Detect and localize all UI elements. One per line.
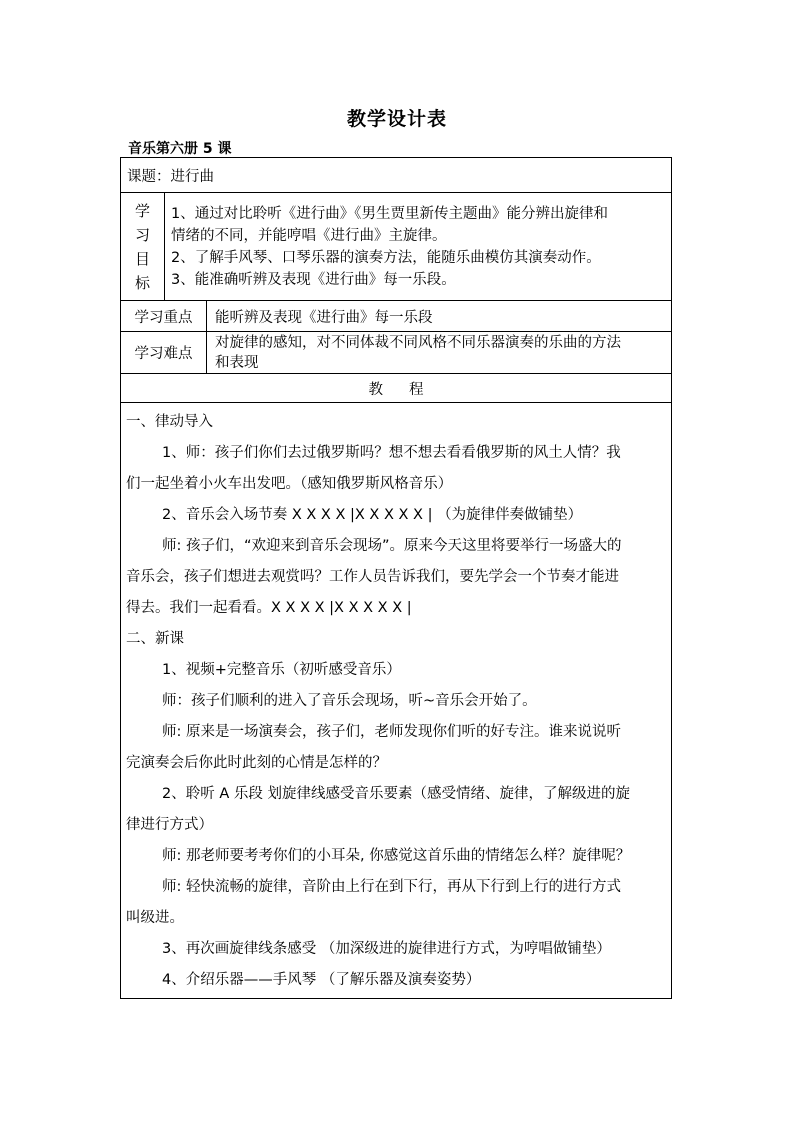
process-line: 一、律动导入 (126, 414, 213, 430)
goal-line: 1、通过对比聆听《进行曲》《男生贾里新传主题曲》能分辨出旋律和 (171, 205, 608, 222)
process-line: 师：孩子们顺利的进入了音乐会现场，听~音乐会开始了。 (162, 693, 537, 709)
process-line: 1、师：孩子们你们去过俄罗斯吗？想不想去看看俄罗斯的风土人情？我 (162, 445, 621, 461)
goal-line: 2、了解手风琴、口琴乐器的演奏方法，能随乐曲模仿其演奏动作。 (171, 249, 601, 266)
process-line: 2、聆听 A 乐段 划旋律线感受音乐要素（感受情绪、旋律，了解级进的旋 (162, 786, 630, 802)
process-line: 得去。我们一起看看。X X X X |X X X X X | (126, 600, 412, 616)
difficulty-line: 和表现 (215, 354, 259, 371)
process-line: 1、视频+完整音乐（初听感受音乐） (162, 662, 401, 678)
difficulty-line: 对旋律的感知，对不同体裁不同风格不同乐器演奏的乐曲的方法 (215, 334, 621, 351)
key-point-label-cell (121, 301, 207, 332)
lesson-topic: 课题：进行曲 (127, 168, 214, 185)
goals-content-cell (165, 193, 672, 301)
process-line: 完演奏会后你此时此刻的心情是怎样的？ (126, 755, 387, 771)
document-title: 教学设计表 (346, 108, 447, 130)
key-point-cell (207, 301, 672, 332)
process-line: 师: 原来是一场演奏会，孩子们，老师发现你们听的好专注。谁来说说听 (162, 724, 621, 740)
process-header-char: 程 (409, 381, 424, 398)
process-line: 二、新课 (126, 631, 184, 647)
key-point-text: 能听辨及表现《进行曲》每一乐段 (215, 309, 433, 326)
goal-line: 3、能准确听辨及表现《进行曲》每一乐段。 (171, 271, 456, 288)
process-body-cell (121, 403, 672, 999)
process-header-char: 教 (368, 381, 383, 398)
goal-line: 情绪的不同，并能哼唱《进行曲》主旋律。 (171, 227, 447, 244)
process-line: 叫级进。 (126, 910, 184, 926)
lesson-topic-cell (121, 158, 672, 193)
key-point-label: 学习重点 (134, 309, 193, 326)
lesson-plan-table (120, 157, 672, 999)
difficulty-label-cell (121, 332, 207, 374)
process-line: 律进行方式） (126, 817, 213, 833)
process-header-cell (121, 374, 672, 403)
document-subtitle: 音乐第六册 5 课 (128, 141, 232, 157)
process-line: 3、再次画旋律线条感受 （加深级进的旋律进行方式，为哼唱做铺垫） (162, 941, 611, 957)
process-line: 师: 轻快流畅的旋律，音阶由上行在到下行，再从下行到上行的进行方式 (162, 879, 621, 895)
process-line: 们一起坐着小火车出发吧。（感知俄罗斯风格音乐） (126, 476, 453, 492)
goals-label-char: 习 (134, 225, 150, 244)
goals-label-char: 目 (134, 249, 150, 268)
process-line: 4、介绍乐器——手风琴 （了解乐器及演奏姿势） (162, 972, 481, 988)
process-line: 音乐会，孩子们想进去观赏吗？工作人员告诉我们，要先学会一个节奏才能进 (126, 569, 619, 585)
goals-label-char: 标 (134, 273, 150, 292)
difficulty-label: 学习难点 (134, 346, 193, 362)
goals-label-cell (121, 193, 165, 301)
difficulty-cell (207, 332, 672, 374)
process-line: 2、音乐会入场节奏 X X X X |X X X X X | （为旋律伴奏做铺垫） (162, 507, 583, 523)
goals-label-char: 学 (134, 201, 150, 220)
process-line: 师: 孩子们，“欢迎来到音乐会现场”。原来今天这里将要举行一场盛大的 (162, 538, 622, 554)
process-line: 师: 那老师要考考你们的小耳朵, 你感觉这首乐曲的情绪怎么样？旋律呢？ (162, 848, 631, 864)
